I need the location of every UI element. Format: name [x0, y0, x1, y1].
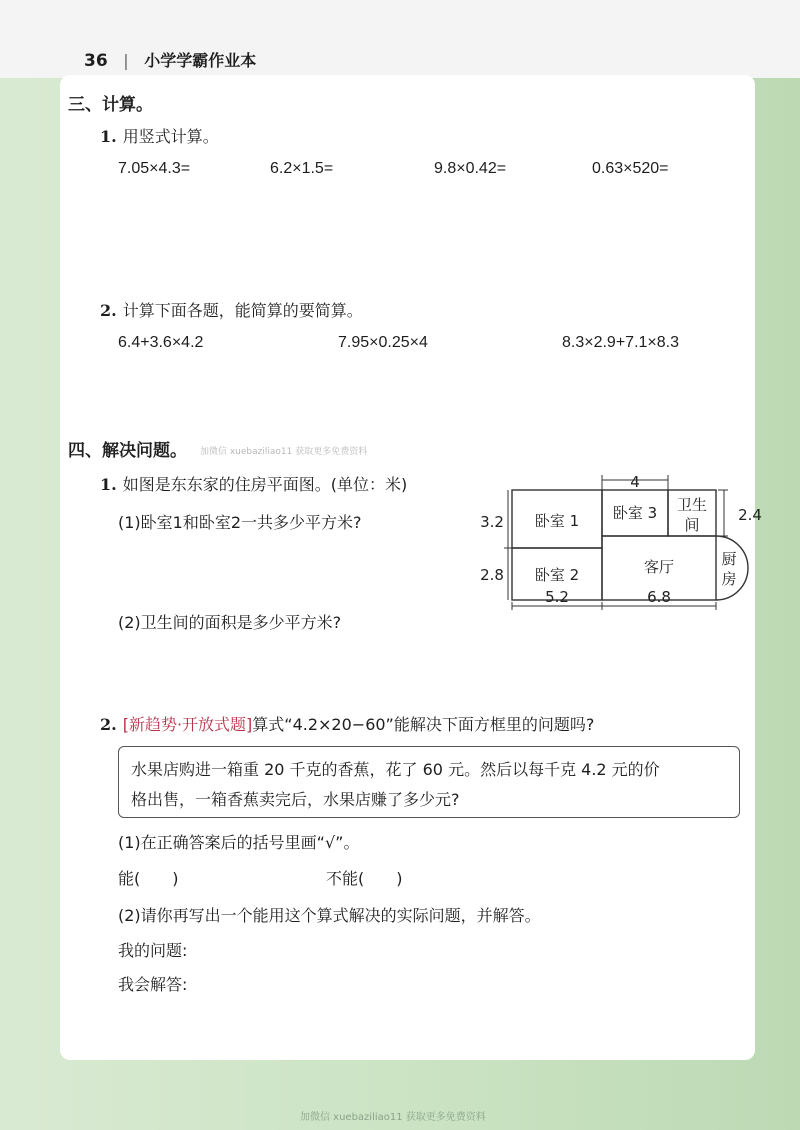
room-bath-top: 卫生 — [676, 496, 708, 514]
dim-bottom-right: 6.8 — [647, 588, 671, 606]
q-text: 用竖式计算。 — [122, 127, 219, 146]
room-bath-bottom: 间 — [684, 516, 700, 534]
subquestion: (1)卧室1和卧室2一共多少平方米? — [118, 513, 362, 532]
room-kitchen-top: 厨 — [721, 550, 737, 568]
q-text: 如图是东东家的住房平面图。(单位：米) — [122, 475, 408, 494]
page-header — [84, 48, 256, 71]
subquestion: (2)卫生间的面积是多少平方米? — [118, 613, 342, 632]
expression: 7.95×0.25×4 — [338, 334, 428, 351]
dim-left-bottom: 2.8 — [480, 566, 504, 584]
expression: 0.63×520= — [592, 160, 669, 177]
option-yes[interactable]: 能( ) — [118, 869, 179, 888]
problem-box — [118, 746, 740, 818]
dim-top: 4 — [630, 473, 640, 491]
dim-left-top: 3.2 — [480, 513, 504, 531]
section3-q1 — [100, 124, 219, 147]
room-bedroom1: 卧室 1 — [534, 512, 580, 530]
footer-watermark: 加微信 xuebaziliao11 获取更多免费资料 — [300, 1112, 486, 1123]
q-number: 1. — [100, 127, 117, 146]
section3-title: 三、计算。 — [68, 95, 153, 115]
q-number: 2. — [100, 301, 117, 320]
expression: 9.8×0.42= — [434, 160, 507, 177]
subquestion: (1)在正确答案后的括号里画“√”。 — [118, 833, 360, 852]
section4-q2 — [100, 712, 594, 735]
problem-line-1: 水果店购进一箱重 20 千克的香蕉，花了 60 元。然后以每千克 4.2 元的价 — [131, 760, 660, 779]
floor-plan-diagram — [478, 472, 768, 612]
expression: 6.4+3.6×4.2 — [118, 334, 204, 351]
section4-title: 四、解决问题。 — [68, 441, 187, 461]
expression: 7.05×4.3= — [118, 160, 191, 177]
dim-right: 2.4 — [738, 506, 762, 524]
q-number: 2. — [100, 715, 117, 734]
section4-q1 — [100, 472, 407, 495]
my-question-label: 我的问题: — [118, 941, 188, 960]
expression: 6.2×1.5= — [270, 160, 334, 177]
room-bedroom2: 卧室 2 — [534, 566, 580, 584]
subquestion: (2)请你再写出一个能用这个算式解决的实际问题，并解答。 — [118, 906, 541, 925]
room-kitchen-bottom: 房 — [721, 570, 737, 588]
room-bedroom3: 卧室 3 — [612, 504, 658, 522]
q-number: 1. — [100, 475, 117, 494]
my-answer-label: 我会解答: — [118, 975, 188, 994]
expression: 8.3×2.9+7.1×8.3 — [562, 334, 679, 351]
q-text: 计算下面各题，能简算的要简算。 — [122, 301, 363, 320]
watermark: 加微信 xuebaziliao11 获取更多免费资料 — [200, 447, 368, 457]
option-no[interactable]: 不能( ) — [326, 869, 403, 888]
header-separator: | — [123, 51, 129, 70]
problem-line-2: 格出售，一箱香蕉卖完后，水果店赚了多少元? — [131, 790, 460, 809]
section3-q2 — [100, 298, 363, 321]
book-title: 小学学霸作业本 — [144, 51, 257, 70]
dim-bottom-left: 5.2 — [545, 588, 569, 606]
page-number: 36 — [84, 51, 108, 71]
question-tag: [新趋势·开放式题] — [122, 715, 253, 734]
room-living: 客厅 — [643, 558, 675, 576]
q-text: 算式“4.2×20−60”能解决下面方框里的问题吗? — [252, 715, 595, 734]
